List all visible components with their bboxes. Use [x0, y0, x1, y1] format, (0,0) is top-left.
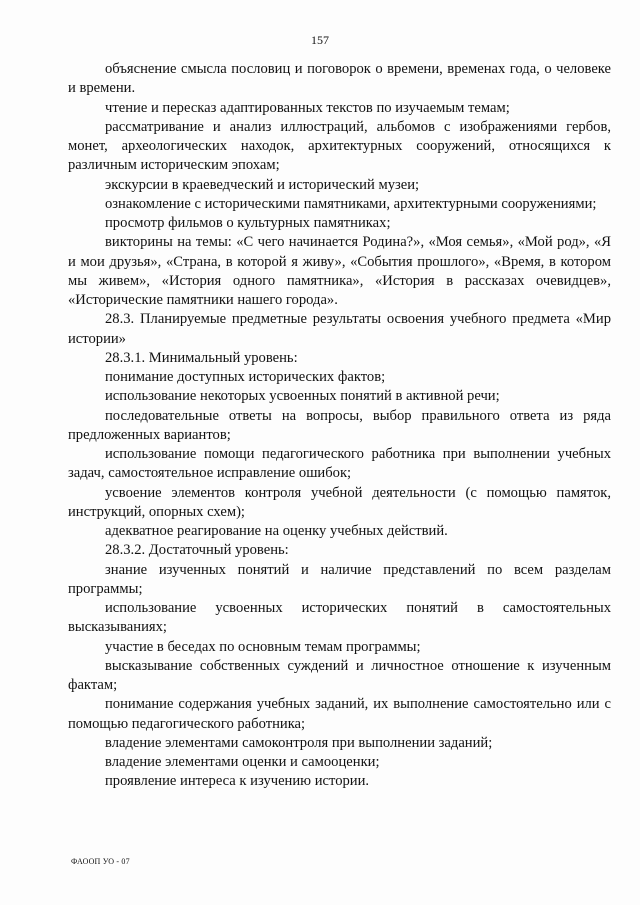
paragraph: понимание доступных исторических фактов;	[105, 369, 386, 385]
paragraph: экскурсии в краеведческий и исторический музеи;	[105, 176, 420, 193]
paragraph: использование помощи педагогического работника при выполнении учебных задач, самостоятельное исправление ошибок;	[68, 446, 611, 482]
paragraph: викторины на темы: «С чего начинается Родина?», «Моя семья», «Мой род», «Я и мои друзья», «Страна, в которой я живу», «События прошлого», «Время, в котором мы живем», «История одного памятника», «История в рассказах очевидцев», «Исторические памятники нашего города».	[68, 234, 611, 308]
page-number: 157	[311, 33, 329, 47]
paragraph: владение элементами оценки и самооценки;	[105, 754, 380, 770]
paragraph: участие в беседах по основным темам программы;	[105, 638, 421, 655]
document-footer: ФАООП УО - 07	[71, 857, 130, 866]
paragraph: знание изученных понятий и наличие представлений по всем разделам программы;	[68, 561, 611, 597]
paragraph: понимание содержания учебных заданий, их выполнение самостоятельно или с помощью педагогического работника;	[68, 696, 611, 732]
paragraph: использование усвоенных исторических понятий в самостоятельных высказываниях;	[68, 600, 611, 636]
paragraph: рассматривание и анализ иллюстраций, альбомов с изображениями гербов, монет, археологических находок, архитектурных сооружений, относящихся к различным историческим эпохам;	[68, 118, 611, 174]
paragraph: последовательные ответы на вопросы, выбор правильного ответа из ряда предложенных вариантов;	[68, 407, 611, 443]
paragraph: проявление интереса к изучению истории.	[105, 773, 370, 790]
paragraph: ознакомление с историческими памятниками, архитектурными сооружениями;	[105, 195, 597, 212]
paragraph: высказывание собственных суждений и личностное отношение к изученным фактам;	[68, 657, 611, 693]
section-heading: 28.3. Планируемые предметные результаты освоения учебного предмета «Мир истории»	[68, 311, 611, 347]
paragraph: объяснение смысла пословиц и поговорок о времени, временах года, о человеке и времени.	[68, 61, 611, 97]
page-body	[68, 60, 611, 792]
paragraph: адекватное реагирование на оценку учебных действий.	[105, 523, 448, 539]
paragraph: чтение и пересказ адаптированных текстов по изучаемым темам;	[105, 99, 510, 116]
subsection-heading: 28.3.2. Достаточный уровень:	[105, 542, 289, 559]
paragraph: просмотр фильмов о культурных памятниках;	[105, 215, 391, 231]
paragraph: усвоение элементов контроля учебной деятельности (с помощью памяток, инструкций, опорных схем);	[68, 484, 611, 520]
paragraph: использование некоторых усвоенных понятий в активной речи;	[105, 388, 500, 405]
paragraph: владение элементами самоконтроля при выполнении заданий;	[105, 734, 493, 751]
subsection-heading: 28.3.1. Минимальный уровень:	[105, 349, 298, 366]
